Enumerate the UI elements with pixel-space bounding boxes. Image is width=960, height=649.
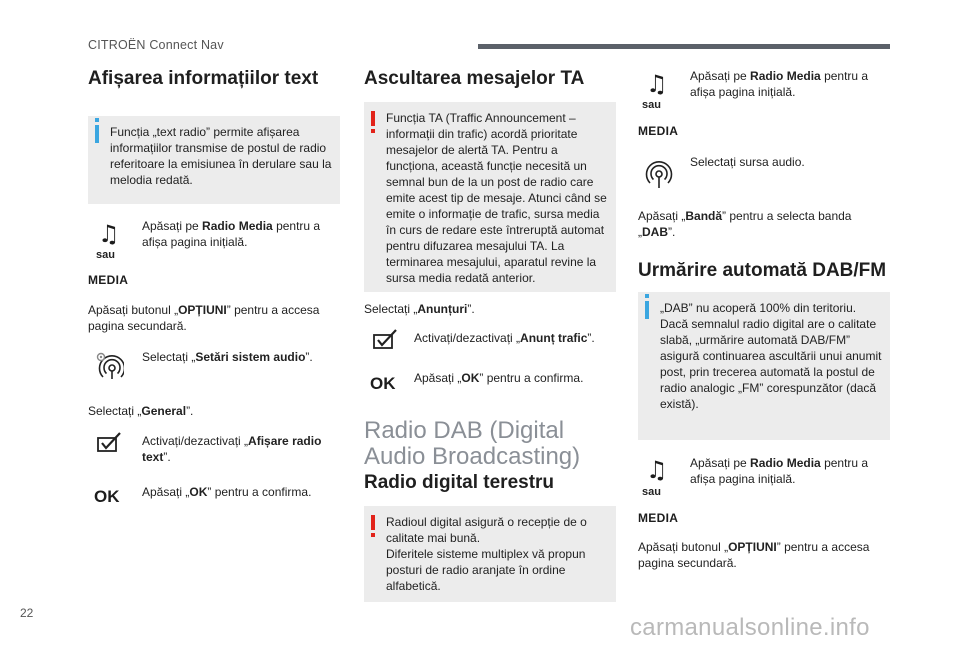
info-icon (95, 125, 99, 143)
section-title-dab: Radio DAB (Digital Audio Broadcasting) (364, 417, 581, 470)
step-confirm-ok: Apăsați „OK” pentru a confirma. (142, 485, 312, 499)
audio-source-icon (644, 160, 674, 190)
step-toggle-radio-text: Activați/dezactivați „Afișare radio text”. (142, 434, 322, 464)
warning-box-dab (364, 506, 616, 602)
info-icon (645, 301, 649, 319)
ok-icon: OK (370, 374, 396, 393)
step-select-announcements: Selectați „Anunțuri”. (364, 302, 475, 316)
checkbox-icon (372, 328, 398, 350)
warning-box-ta (364, 102, 616, 292)
info-box-text: Funcția „text radio” permite afișarea informațiilor transmise de postul de radio referitoare la emisiunea în derulare sau la melodia redată. (110, 125, 332, 187)
heading-text-info: Afișarea informațiilor text (88, 68, 319, 89)
header-bar (478, 44, 890, 49)
heading-digital-radio: Radio digital terestru (364, 472, 555, 493)
warning-icon (371, 515, 375, 530)
checkbox-icon (96, 431, 122, 453)
music-note-icon: ♫ (646, 456, 668, 484)
info-box-dab-fm (638, 292, 890, 440)
step-radio-media: Apăsați pe Radio Media pentru a afișa pagina inițială. (142, 219, 321, 249)
media-button-label: MEDIA (88, 273, 129, 287)
sau-label: sau (642, 99, 661, 111)
step-confirm-ok: Apăsați „OK” pentru a confirma. (414, 371, 584, 385)
step-radio-media: Apăsați pe Radio Media pentru a afișa pagina inițială. (690, 69, 869, 99)
step-select-source: Selectați sursa audio. (690, 155, 805, 169)
music-note-icon: ♫ (98, 220, 120, 248)
info-box-text-radio (88, 116, 340, 204)
warning-icon (371, 111, 375, 126)
ok-icon: OK (94, 487, 120, 506)
step-select-general: Selectați „General”. (88, 404, 194, 418)
step-options: Apăsați butonul „OPȚIUNI” pentru a accesa pagina secundară. (638, 540, 870, 570)
header-title: CITROËN Connect Nav (88, 38, 224, 52)
warning-box-text: Funcția TA (Traffic Announcement – informații din trafic) acordă prioritate mesajelor de alertă TA. Pentru a funcționa, această funcție necesită un semnal bun de la un post de radio care emite acest tip de mesaje. Atunci când se emite o informație de trafic, sursa media în curs de redare este întreruptă automat pentru difuzarea mesajului TA. La terminarea mesajului, aparatul revine la sursa media redată anterior. (386, 111, 607, 285)
step-select-system-audio: Selectați „Setări sistem audio”. (142, 350, 313, 364)
page-number: 22 (20, 606, 34, 620)
step-radio-media: Apăsați pe Radio Media pentru a afișa pagina inițială. (690, 456, 869, 486)
media-button-label: MEDIA (638, 511, 679, 525)
heading-dab-fm-follow: Urmărire automată DAB/FM (638, 260, 887, 281)
step-options: Apăsați butonul „OPȚIUNI” pentru a accesa pagina secundară. (88, 303, 320, 333)
sau-label: sau (642, 486, 661, 498)
info-box-text: „DAB” nu acoperă 100% din teritoriu. Dacă semnalul radio digital are o calitate slabă, „urmărire automată DAB/FM” asigură continuarea ascultării unui anumit post, prin trecerea automată la postul de radio analogic „FM” corespunzător (dacă există). (660, 301, 882, 411)
heading-ta-messages: Ascultarea mesajelor TA (364, 68, 585, 89)
sau-label: sau (96, 249, 115, 261)
media-button-label: MEDIA (638, 124, 679, 138)
step-toggle-traffic: Activați/dezactivați „Anunț trafic”. (414, 331, 595, 345)
warning-box-text: Radioul digital asigură o recepție de o calitate mai bună. Diferitele sisteme multiplex vă propun posturi de radio aranjate în ordine alfabetică. (386, 515, 587, 593)
audio-settings-icon (94, 350, 124, 380)
music-note-icon: ♫ (646, 70, 668, 98)
step-select-band: Apăsați „Bandă” pentru a selecta banda „DAB”. (638, 209, 852, 239)
watermark: carmanualsonline.info (630, 614, 870, 641)
